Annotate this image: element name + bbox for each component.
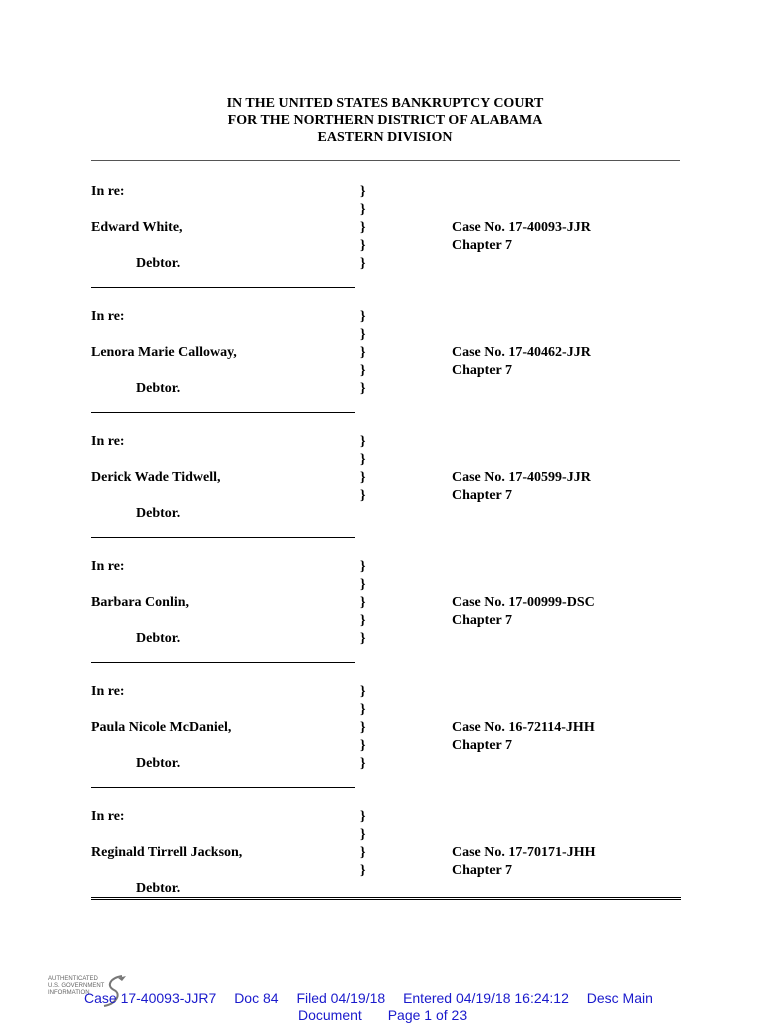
in-re-label: In re:	[91, 434, 125, 449]
caption-brace: }	[360, 327, 366, 342]
debtor-name: Derick Wade Tidwell,	[91, 470, 221, 485]
case-caption	[0, 683, 770, 803]
caption-brace: }	[360, 381, 366, 396]
caption-brace: }	[360, 202, 366, 217]
district-name: FOR THE NORTHERN DISTRICT OF ALABAMA	[227, 113, 543, 128]
caption-divider	[91, 787, 355, 788]
caption-brace: }	[360, 238, 366, 253]
case-caption	[0, 433, 770, 553]
debtor-label: Debtor.	[136, 756, 181, 771]
caption-brace: }	[360, 738, 366, 753]
caption-brace: }	[360, 434, 366, 449]
footer-case-number: Case 17-40093-JJR7	[84, 990, 217, 1006]
footer-line-2	[298, 1007, 489, 1024]
case-caption	[0, 558, 770, 678]
caption-divider	[91, 287, 355, 288]
caption-brace: }	[360, 809, 366, 824]
chapter-label: Chapter 7	[452, 238, 513, 253]
caption-brace: }	[360, 702, 366, 717]
debtor-label: Debtor.	[136, 631, 181, 646]
footer-doc-number: Doc 84	[234, 990, 279, 1006]
footer-entered-date: Entered 04/19/18 16:24:12	[403, 990, 569, 1006]
caption-brace: }	[360, 595, 366, 610]
caption-brace-column	[360, 683, 366, 773]
caption-brace: }	[360, 559, 366, 574]
header-divider	[91, 160, 680, 161]
chapter-label: Chapter 7	[452, 613, 513, 628]
caption-divider	[91, 412, 355, 413]
caption-brace-column	[360, 183, 366, 273]
caption-brace: }	[360, 631, 366, 646]
in-re-label: In re:	[91, 684, 125, 699]
caption-brace: }	[360, 452, 366, 467]
caption-brace: }	[360, 488, 366, 503]
debtor-name: Reginald Tirrell Jackson,	[91, 845, 243, 860]
in-re-label: In re:	[91, 809, 125, 824]
court-name: IN THE UNITED STATES BANKRUPTCY COURT	[226, 96, 544, 111]
in-re-label: In re:	[91, 309, 125, 324]
debtor-name: Barbara Conlin,	[91, 595, 190, 610]
caption-brace-column	[360, 433, 366, 505]
caption-brace: }	[360, 345, 366, 360]
caption-brace: }	[360, 756, 366, 771]
case-caption	[0, 808, 770, 928]
caption-brace: }	[360, 309, 366, 324]
chapter-label: Chapter 7	[452, 738, 513, 753]
court-caption-header	[0, 95, 770, 146]
debtor-label: Debtor.	[136, 256, 181, 271]
case-number: Case No. 17-40462-JJR	[452, 345, 591, 360]
caption-divider	[91, 662, 355, 663]
footer-document-label: Document	[298, 1007, 362, 1023]
case-number: Case No. 16-72114-JHH	[452, 720, 595, 735]
debtor-name: Lenora Marie Calloway,	[91, 345, 237, 360]
caption-brace-column	[360, 558, 366, 648]
caption-brace-column	[360, 808, 366, 880]
debtor-label: Debtor.	[136, 881, 181, 896]
caption-brace: }	[360, 363, 366, 378]
in-re-label: In re:	[91, 559, 125, 574]
caption-brace: }	[360, 684, 366, 699]
chapter-label: Chapter 7	[452, 863, 513, 878]
chapter-label: Chapter 7	[452, 488, 513, 503]
footer-filed-date: Filed 04/19/18	[296, 990, 386, 1006]
caption-brace: }	[360, 613, 366, 628]
caption-end-rule	[91, 897, 681, 901]
caption-brace: }	[360, 845, 366, 860]
caption-brace-column	[360, 308, 366, 398]
case-number: Case No. 17-70171-JHH	[452, 845, 596, 860]
chapter-label: Chapter 7	[452, 363, 513, 378]
footer-page-number: Page 1 of 23	[387, 1007, 468, 1023]
caption-brace: }	[360, 863, 366, 878]
debtor-label: Debtor.	[136, 506, 181, 521]
case-number: Case No. 17-00999-DSC	[452, 595, 595, 610]
debtor-label: Debtor.	[136, 381, 181, 396]
case-number: Case No. 17-40599-JJR	[452, 470, 591, 485]
caption-brace: }	[360, 256, 366, 271]
in-re-label: In re:	[91, 184, 125, 199]
seal-line-3: INFORMATION	[48, 990, 90, 996]
caption-brace: }	[360, 470, 366, 485]
debtor-name: Edward White,	[91, 220, 183, 235]
debtor-name: Paula Nicole McDaniel,	[91, 720, 232, 735]
caption-divider	[91, 537, 355, 538]
caption-brace: }	[360, 220, 366, 235]
case-caption	[0, 183, 770, 303]
footer-description: Desc Main	[586, 990, 653, 1006]
caption-brace: }	[360, 184, 366, 199]
seal-line-2: U.S. GOVERNMENT	[48, 983, 105, 989]
caption-brace: }	[360, 720, 366, 735]
case-caption	[0, 308, 770, 428]
seal-line-1: AUTHENTICATED	[48, 976, 98, 982]
footer-line-1	[84, 990, 667, 1007]
caption-brace: }	[360, 827, 366, 842]
division-name: EASTERN DIVISION	[317, 130, 453, 145]
case-number: Case No. 17-40093-JJR	[452, 220, 591, 235]
caption-brace: }	[360, 577, 366, 592]
